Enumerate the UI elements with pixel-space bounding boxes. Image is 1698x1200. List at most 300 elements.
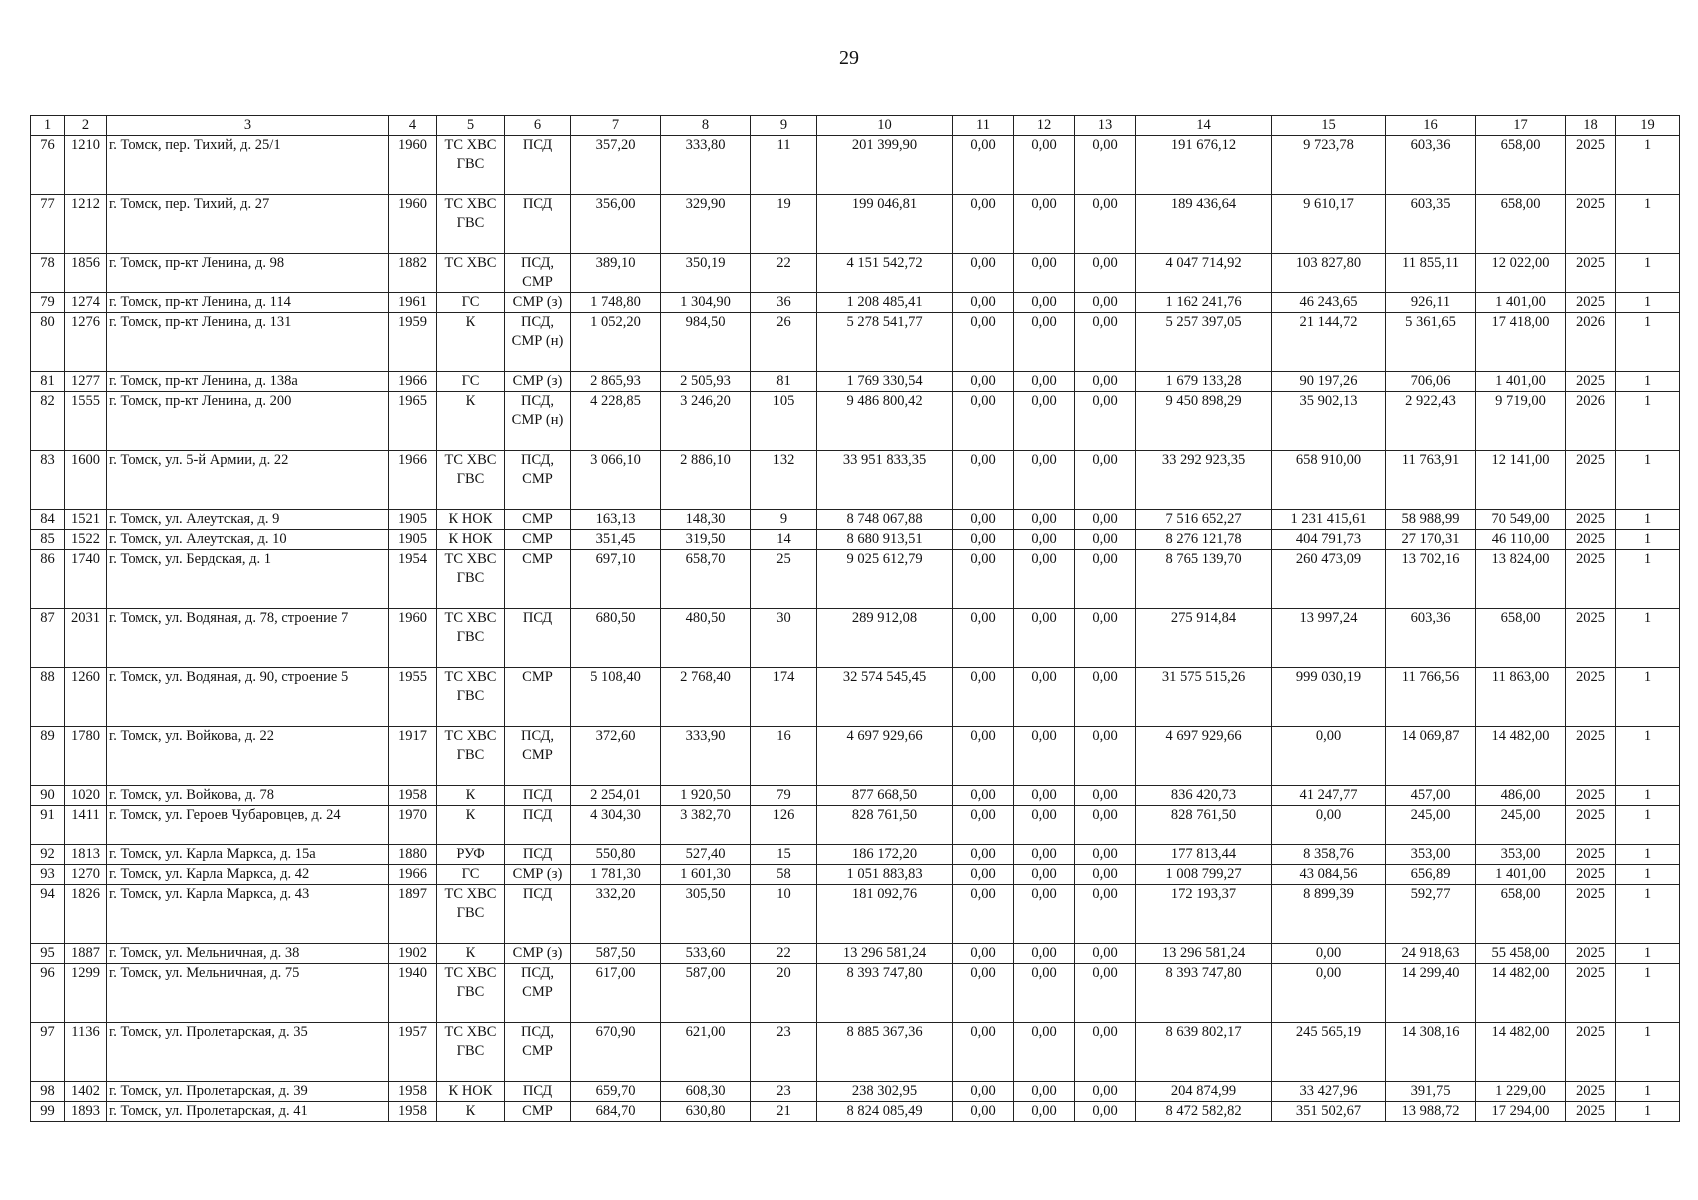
table-cell-col-8: 3 246,20 [661,392,751,451]
table-cell-col-6: ПСД, СМР [505,254,571,293]
table-cell-col-18: 2025 [1566,668,1616,727]
table-cell-col-12: 0,00 [1014,944,1075,964]
table-cell-col-12: 0,00 [1014,136,1075,195]
table-cell-col-1: 85 [31,530,65,550]
table-cell-col-19: 1 [1616,845,1680,865]
table-cell-col-1: 88 [31,668,65,727]
table-cell-col-6: ПСД, СМР [505,964,571,1023]
table-row [31,195,1680,254]
table-cell-col-7: 357,20 [571,136,661,195]
table-cell-col-17: 55 458,00 [1476,944,1566,964]
table-cell-col-16: 603,36 [1386,609,1476,668]
table-cell-col-4: 1958 [389,786,437,806]
table-cell-col-6: ПСД [505,136,571,195]
table-cell-col-17: 17 418,00 [1476,313,1566,372]
table-cell-col-12: 0,00 [1014,668,1075,727]
table-cell-col-3: г. Томск, ул. Карла Маркса, д. 42 [107,865,389,885]
table-cell-col-12: 0,00 [1014,727,1075,786]
table-cell-col-12: 0,00 [1014,786,1075,806]
table-cell-col-4: 1957 [389,1023,437,1082]
table-cell-col-9: 79 [751,786,817,806]
table-cell-col-18: 2025 [1566,964,1616,1023]
table-cell-col-10: 8 680 913,51 [817,530,953,550]
table-cell-col-16: 603,36 [1386,136,1476,195]
table-cell-col-7: 659,70 [571,1082,661,1102]
table-cell-col-15: 21 144,72 [1272,313,1386,372]
table-cell-col-5: К [437,944,505,964]
column-header-8: 8 [661,116,751,136]
table-cell-col-5: ТС ХВС ГВС [437,727,505,786]
table-cell-col-2: 1276 [65,313,107,372]
table-cell-col-2: 1887 [65,944,107,964]
table-cell-col-8: 333,80 [661,136,751,195]
table-cell-col-18: 2025 [1566,254,1616,293]
table-cell-col-17: 14 482,00 [1476,964,1566,1023]
table-cell-col-18: 2025 [1566,885,1616,944]
column-header-14: 14 [1136,116,1272,136]
table-cell-col-9: 174 [751,668,817,727]
table-cell-col-9: 126 [751,806,817,845]
table-cell-col-2: 1136 [65,1023,107,1082]
table-cell-col-3: г. Томск, ул. Пролетарская, д. 35 [107,1023,389,1082]
table-cell-col-1: 98 [31,1082,65,1102]
table-cell-col-3: г. Томск, ул. Героев Чубаровцев, д. 24 [107,806,389,845]
table-cell-col-14: 4 047 714,92 [1136,254,1272,293]
table-cell-col-6: ПСД, СМР (н) [505,313,571,372]
column-number-row [31,116,1680,136]
table-row [31,806,1680,845]
table-cell-col-8: 658,70 [661,550,751,609]
table-cell-col-8: 621,00 [661,1023,751,1082]
table-cell-col-16: 14 299,40 [1386,964,1476,1023]
table-cell-col-4: 1958 [389,1102,437,1122]
table-cell-col-14: 9 450 898,29 [1136,392,1272,451]
table-row [31,136,1680,195]
table-cell-col-15: 43 084,56 [1272,865,1386,885]
table-cell-col-14: 1 679 133,28 [1136,372,1272,392]
table-cell-col-9: 105 [751,392,817,451]
table-cell-col-7: 3 066,10 [571,451,661,510]
table-cell-col-17: 46 110,00 [1476,530,1566,550]
table-cell-col-6: ПСД, СМР [505,727,571,786]
table-cell-col-16: 2 922,43 [1386,392,1476,451]
table-cell-col-19: 1 [1616,510,1680,530]
table-cell-col-5: РУФ [437,845,505,865]
table-cell-col-15: 90 197,26 [1272,372,1386,392]
table-cell-col-2: 1521 [65,510,107,530]
table-cell-col-19: 1 [1616,727,1680,786]
table-cell-col-6: СМР (з) [505,372,571,392]
table-cell-col-3: г. Томск, пр-кт Ленина, д. 131 [107,313,389,372]
table-cell-col-2: 1555 [65,392,107,451]
table-cell-col-10: 8 885 367,36 [817,1023,953,1082]
table-cell-col-8: 533,60 [661,944,751,964]
table-cell-col-4: 1960 [389,195,437,254]
table-cell-col-1: 77 [31,195,65,254]
table-cell-col-3: г. Томск, ул. Мельничная, д. 75 [107,964,389,1023]
table-cell-col-19: 1 [1616,550,1680,609]
table-cell-col-5: ТС ХВС ГВС [437,451,505,510]
table-cell-col-4: 1905 [389,530,437,550]
table-cell-col-7: 389,10 [571,254,661,293]
table-cell-col-13: 0,00 [1075,944,1136,964]
table-cell-col-15: 999 030,19 [1272,668,1386,727]
table-cell-col-3: г. Томск, ул. Карла Маркса, д. 15а [107,845,389,865]
table-cell-col-12: 0,00 [1014,1023,1075,1082]
table-cell-col-3: г. Томск, пер. Тихий, д. 27 [107,195,389,254]
table-cell-col-5: ТС ХВС ГВС [437,550,505,609]
table-cell-col-9: 11 [751,136,817,195]
table-cell-col-2: 1856 [65,254,107,293]
table-cell-col-2: 1274 [65,293,107,313]
table-cell-col-11: 0,00 [953,293,1014,313]
table-cell-col-16: 5 361,65 [1386,313,1476,372]
table-row [31,293,1680,313]
table-cell-col-1: 76 [31,136,65,195]
table-cell-col-14: 31 575 515,26 [1136,668,1272,727]
table-cell-col-12: 0,00 [1014,195,1075,254]
table-cell-col-10: 32 574 545,45 [817,668,953,727]
table-cell-col-2: 1270 [65,865,107,885]
table-cell-col-15: 0,00 [1272,806,1386,845]
table-cell-col-13: 0,00 [1075,510,1136,530]
table-cell-col-17: 353,00 [1476,845,1566,865]
table-cell-col-18: 2025 [1566,293,1616,313]
table-cell-col-13: 0,00 [1075,668,1136,727]
table-cell-col-12: 0,00 [1014,550,1075,609]
table-cell-col-5: К [437,313,505,372]
table-cell-col-9: 22 [751,254,817,293]
table-cell-col-15: 35 902,13 [1272,392,1386,451]
table-cell-col-18: 2025 [1566,786,1616,806]
table-cell-col-9: 10 [751,885,817,944]
table-cell-col-13: 0,00 [1075,451,1136,510]
table-cell-col-2: 1260 [65,668,107,727]
table-cell-col-17: 13 824,00 [1476,550,1566,609]
table-cell-col-14: 13 296 581,24 [1136,944,1272,964]
table-cell-col-13: 0,00 [1075,964,1136,1023]
table-cell-col-12: 0,00 [1014,1082,1075,1102]
table-cell-col-12: 0,00 [1014,510,1075,530]
table-cell-col-13: 0,00 [1075,1082,1136,1102]
table-cell-col-7: 550,80 [571,845,661,865]
table-cell-col-4: 1966 [389,451,437,510]
column-header-11: 11 [953,116,1014,136]
table-cell-col-10: 1 051 883,83 [817,865,953,885]
table-cell-col-17: 1 401,00 [1476,865,1566,885]
table-cell-col-8: 630,80 [661,1102,751,1122]
table-row [31,845,1680,865]
table-cell-col-8: 333,90 [661,727,751,786]
table-row [31,550,1680,609]
table-cell-col-16: 706,06 [1386,372,1476,392]
table-cell-col-18: 2025 [1566,806,1616,845]
table-cell-col-1: 94 [31,885,65,944]
table-cell-col-17: 1 401,00 [1476,372,1566,392]
table-cell-col-17: 486,00 [1476,786,1566,806]
table-cell-col-7: 1 748,80 [571,293,661,313]
table-cell-col-7: 2 254,01 [571,786,661,806]
table-cell-col-13: 0,00 [1075,786,1136,806]
table-cell-col-4: 1897 [389,885,437,944]
table-cell-col-7: 697,10 [571,550,661,609]
table-cell-col-15: 1 231 415,61 [1272,510,1386,530]
table-cell-col-1: 92 [31,845,65,865]
table-cell-col-7: 684,70 [571,1102,661,1122]
table-cell-col-4: 1917 [389,727,437,786]
table-cell-col-11: 0,00 [953,865,1014,885]
table-cell-col-15: 404 791,73 [1272,530,1386,550]
table-cell-col-5: К НОК [437,1082,505,1102]
table-row [31,865,1680,885]
table-cell-col-18: 2025 [1566,195,1616,254]
table-cell-col-19: 1 [1616,865,1680,885]
table-cell-col-11: 0,00 [953,964,1014,1023]
table-cell-col-13: 0,00 [1075,609,1136,668]
table-cell-col-1: 81 [31,372,65,392]
table-cell-col-5: ТС ХВС ГВС [437,195,505,254]
table-cell-col-5: ГС [437,293,505,313]
table-cell-col-3: г. Томск, ул. Мельничная, д. 38 [107,944,389,964]
table-cell-col-16: 391,75 [1386,1082,1476,1102]
table-cell-col-8: 1 601,30 [661,865,751,885]
table-cell-col-4: 1970 [389,806,437,845]
table-cell-col-16: 457,00 [1386,786,1476,806]
table-cell-col-18: 2025 [1566,845,1616,865]
table-cell-col-17: 1 401,00 [1476,293,1566,313]
column-header-3: 3 [107,116,389,136]
table-cell-col-6: СМР [505,550,571,609]
table-cell-col-14: 828 761,50 [1136,806,1272,845]
table-cell-col-12: 0,00 [1014,609,1075,668]
table-cell-col-14: 8 765 139,70 [1136,550,1272,609]
table-cell-col-17: 70 549,00 [1476,510,1566,530]
table-cell-col-12: 0,00 [1014,865,1075,885]
table-cell-col-6: ПСД [505,885,571,944]
table-cell-col-5: К [437,1102,505,1122]
table-cell-col-13: 0,00 [1075,1102,1136,1122]
table-cell-col-13: 0,00 [1075,550,1136,609]
table-cell-col-19: 1 [1616,372,1680,392]
table-cell-col-9: 25 [751,550,817,609]
table-cell-col-2: 1212 [65,195,107,254]
table-cell-col-2: 1893 [65,1102,107,1122]
table-cell-col-13: 0,00 [1075,372,1136,392]
table-cell-col-4: 1940 [389,964,437,1023]
table-cell-col-5: К [437,786,505,806]
table-cell-col-16: 592,77 [1386,885,1476,944]
table-cell-col-1: 82 [31,392,65,451]
table-cell-col-17: 11 863,00 [1476,668,1566,727]
table-cell-col-14: 191 676,12 [1136,136,1272,195]
table-cell-col-9: 21 [751,1102,817,1122]
table-cell-col-16: 13 702,16 [1386,550,1476,609]
table-cell-col-19: 1 [1616,136,1680,195]
table-cell-col-18: 2025 [1566,1102,1616,1122]
table-cell-col-8: 305,50 [661,885,751,944]
table-cell-col-9: 23 [751,1023,817,1082]
table-cell-col-18: 2025 [1566,510,1616,530]
table-cell-col-14: 836 420,73 [1136,786,1272,806]
table-cell-col-17: 9 719,00 [1476,392,1566,451]
table-cell-col-14: 8 639 802,17 [1136,1023,1272,1082]
table-cell-col-19: 1 [1616,451,1680,510]
table-cell-col-15: 46 243,65 [1272,293,1386,313]
table-cell-col-3: г. Томск, пр-кт Ленина, д. 200 [107,392,389,451]
table-row [31,451,1680,510]
table-cell-col-7: 4 228,85 [571,392,661,451]
table-cell-col-4: 1966 [389,372,437,392]
table-cell-col-9: 30 [751,609,817,668]
table-cell-col-8: 480,50 [661,609,751,668]
table-cell-col-3: г. Томск, ул. Войкова, д. 22 [107,727,389,786]
table-cell-col-18: 2025 [1566,609,1616,668]
table-cell-col-16: 245,00 [1386,806,1476,845]
table-cell-col-17: 14 482,00 [1476,1023,1566,1082]
table-cell-col-16: 656,89 [1386,865,1476,885]
table-cell-col-1: 95 [31,944,65,964]
column-header-7: 7 [571,116,661,136]
table-cell-col-9: 19 [751,195,817,254]
table-cell-col-11: 0,00 [953,313,1014,372]
column-header-4: 4 [389,116,437,136]
table-cell-col-19: 1 [1616,964,1680,1023]
table-cell-col-14: 204 874,99 [1136,1082,1272,1102]
table-cell-col-10: 9 025 612,79 [817,550,953,609]
table-cell-col-18: 2025 [1566,1082,1616,1102]
table-cell-col-1: 93 [31,865,65,885]
table-cell-col-1: 91 [31,806,65,845]
table-cell-col-7: 670,90 [571,1023,661,1082]
table-cell-col-10: 13 296 581,24 [817,944,953,964]
table-cell-col-4: 1960 [389,609,437,668]
table-cell-col-12: 0,00 [1014,392,1075,451]
column-header-19: 19 [1616,116,1680,136]
table-cell-col-16: 24 918,63 [1386,944,1476,964]
table-cell-col-9: 36 [751,293,817,313]
column-header-5: 5 [437,116,505,136]
table-cell-col-18: 2025 [1566,136,1616,195]
table-row [31,313,1680,372]
table-row [31,964,1680,1023]
column-header-6: 6 [505,116,571,136]
table-cell-col-3: г. Томск, пер. Тихий, д. 25/1 [107,136,389,195]
table-cell-col-14: 8 393 747,80 [1136,964,1272,1023]
table-cell-col-6: ПСД, СМР (н) [505,392,571,451]
table-cell-col-2: 1210 [65,136,107,195]
table-cell-col-17: 245,00 [1476,806,1566,845]
table-cell-col-5: К [437,392,505,451]
table-cell-col-17: 658,00 [1476,885,1566,944]
table-cell-col-9: 132 [751,451,817,510]
table-cell-col-2: 2031 [65,609,107,668]
table-cell-col-8: 2 886,10 [661,451,751,510]
column-header-12: 12 [1014,116,1075,136]
table-cell-col-4: 1954 [389,550,437,609]
table-cell-col-13: 0,00 [1075,392,1136,451]
table-row [31,1102,1680,1122]
table-cell-col-19: 1 [1616,885,1680,944]
table-cell-col-10: 4 697 929,66 [817,727,953,786]
table-cell-col-10: 4 151 542,72 [817,254,953,293]
table-cell-col-8: 319,50 [661,530,751,550]
table-cell-col-7: 163,13 [571,510,661,530]
table-cell-col-19: 1 [1616,786,1680,806]
table-cell-col-9: 15 [751,845,817,865]
table-cell-col-3: г. Томск, ул. Алеутская, д. 9 [107,510,389,530]
table-cell-col-12: 0,00 [1014,964,1075,1023]
table-cell-col-10: 8 748 067,88 [817,510,953,530]
table-cell-col-2: 1522 [65,530,107,550]
table-cell-col-12: 0,00 [1014,313,1075,372]
table-cell-col-1: 86 [31,550,65,609]
table-cell-col-10: 33 951 833,35 [817,451,953,510]
table-cell-col-7: 617,00 [571,964,661,1023]
column-header-2: 2 [65,116,107,136]
table-cell-col-10: 1 208 485,41 [817,293,953,313]
table-cell-col-8: 527,40 [661,845,751,865]
table-cell-col-3: г. Томск, ул. Пролетарская, д. 41 [107,1102,389,1122]
table-cell-col-17: 658,00 [1476,609,1566,668]
table-cell-col-8: 3 382,70 [661,806,751,845]
table-cell-col-11: 0,00 [953,609,1014,668]
table-cell-col-11: 0,00 [953,372,1014,392]
table-cell-col-16: 11 766,56 [1386,668,1476,727]
table-cell-col-2: 1020 [65,786,107,806]
table-cell-col-2: 1740 [65,550,107,609]
table-cell-col-8: 1 304,90 [661,293,751,313]
table-cell-col-14: 7 516 652,27 [1136,510,1272,530]
table-cell-col-7: 680,50 [571,609,661,668]
table-cell-col-9: 16 [751,727,817,786]
table-cell-col-16: 27 170,31 [1386,530,1476,550]
table-row [31,885,1680,944]
table-cell-col-4: 1966 [389,865,437,885]
table-cell-col-6: ПСД, СМР [505,451,571,510]
table-cell-col-15: 9 610,17 [1272,195,1386,254]
table-cell-col-4: 1902 [389,944,437,964]
table-cell-col-9: 81 [751,372,817,392]
table-cell-col-9: 26 [751,313,817,372]
table-cell-col-12: 0,00 [1014,845,1075,865]
table-cell-col-15: 8 358,76 [1272,845,1386,865]
table-cell-col-11: 0,00 [953,136,1014,195]
table-cell-col-13: 0,00 [1075,313,1136,372]
table-cell-col-13: 0,00 [1075,1023,1136,1082]
table-cell-col-8: 984,50 [661,313,751,372]
table-cell-col-11: 0,00 [953,195,1014,254]
table-cell-col-8: 329,90 [661,195,751,254]
table-cell-col-18: 2025 [1566,550,1616,609]
table-cell-col-12: 0,00 [1014,451,1075,510]
table-cell-col-10: 8 824 085,49 [817,1102,953,1122]
table-cell-col-14: 5 257 397,05 [1136,313,1272,372]
table-cell-col-11: 0,00 [953,727,1014,786]
column-header-18: 18 [1566,116,1616,136]
table-cell-col-7: 4 304,30 [571,806,661,845]
table-cell-col-18: 2025 [1566,530,1616,550]
table-cell-col-5: ТС ХВС ГВС [437,668,505,727]
table-cell-col-11: 0,00 [953,510,1014,530]
table-row [31,372,1680,392]
table-cell-col-9: 58 [751,865,817,885]
table-cell-col-1: 79 [31,293,65,313]
table-cell-col-4: 1882 [389,254,437,293]
table-cell-col-1: 99 [31,1102,65,1122]
table-cell-col-11: 0,00 [953,944,1014,964]
table-cell-col-18: 2025 [1566,372,1616,392]
table-cell-col-4: 1880 [389,845,437,865]
